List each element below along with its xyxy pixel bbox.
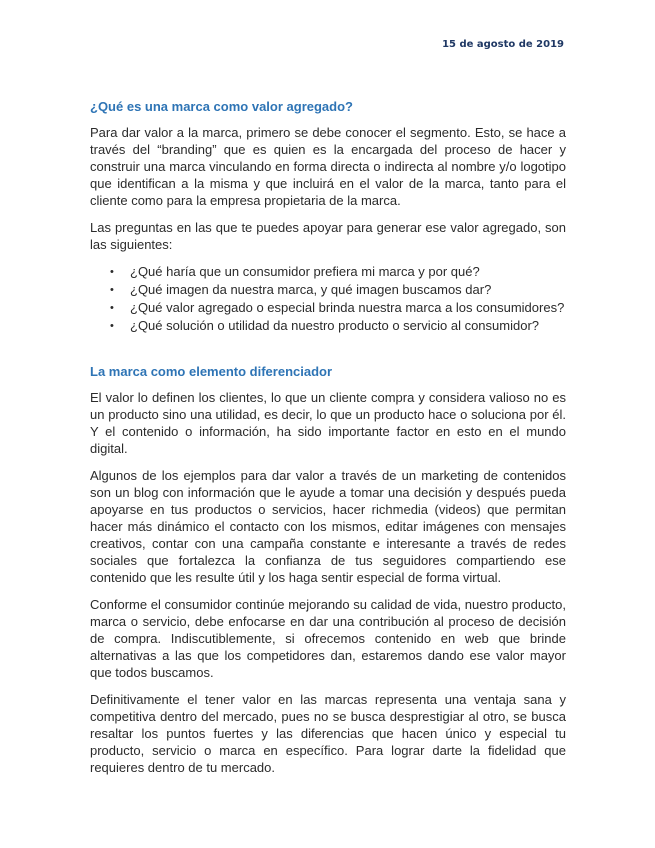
list-item-text: ¿Qué imagen da nuestra marca, y qué imagen buscamos dar? — [130, 282, 492, 297]
question-list — [90, 263, 566, 335]
section-heading: ¿Qué es una marca como valor agregado? — [90, 99, 353, 114]
paragraph: Conforme el consumidor continúe mejorando su calidad de vida, nuestro producto, marca o servicio, debe enfocarse en dar una contribución al proceso de decisión de compra. Indiscutiblemente, si ofrecemos contenido en web que brinde alternativas a las que los competidores dan, estaremos dando ese valor mayor que todos buscamos. — [90, 597, 566, 680]
header-date: 15 de agosto de 2019 — [442, 39, 564, 50]
paragraph: Para dar valor a la marca, primero se debe conocer el segmento. Esto, se hace a través del “branding” que es quien es la encargada del proceso de hacer y construir una marca vinculando en forma directa o indirecta al nombre y/o logotipo que identifican a la misma y que incluirá en el valor de la marca, tanto para el cliente como para la empresa propietaria de la marca. — [90, 125, 566, 208]
paragraph: Las preguntas en las que te puedes apoyar para generar ese valor agregado, son las siguientes: — [90, 220, 566, 252]
list-item — [90, 281, 566, 299]
list-item-text: ¿Qué valor agregado o especial brinda nuestra marca a los consumidores? — [130, 300, 565, 315]
list-item-text: ¿Qué solución o utilidad da nuestro producto o servicio al consumidor? — [130, 318, 540, 333]
document-body — [90, 98, 566, 786]
section-heading: La marca como elemento diferenciador — [90, 364, 333, 379]
paragraph: El valor lo definen los clientes, lo que un cliente compra y considera valioso no es un producto sino una utilidad, es decir, lo que un producto hace o soluciona por él. Y el contenido o información, ha sido importante factor en esto en el mundo digital. — [90, 390, 566, 456]
bullet-icon: • — [110, 284, 114, 296]
list-item — [90, 263, 566, 281]
list-item — [90, 317, 566, 335]
bullet-icon: • — [110, 320, 114, 332]
list-item-text: ¿Qué haría que un consumidor prefiera mi marca y por qué? — [130, 264, 480, 279]
paragraph: Definitivamente el tener valor en las marcas representa una ventaja sana y competitiva dentro del mercado, pues no se busca desprestigiar al otro, se busca resaltar los puntos fuertes y las diferencias que hacen único y especial tu producto, servicio o marca en específico. Para lograr darte la fidelidad que requieres dentro de tu mercado. — [90, 692, 566, 775]
paragraph: Algunos de los ejemplos para dar valor a través de un marketing de contenidos son un blog con información que le ayude a tomar una decisión y después pueda apoyarse en tus productos o servicios, hacer richmedia (videos) que permitan hacer más dinámico el contacto con los mismos, editar imágenes con mensajes creativos, contar con una campaña constante e interesante a través de redes sociales que fortalezca la confianza de tus seguidores compartiendo ese contenido que les resulte útil y los haga sentir especial de forma virtual. — [90, 468, 566, 585]
bullet-icon: • — [110, 266, 114, 278]
list-item — [90, 299, 566, 317]
bullet-icon: • — [110, 302, 114, 314]
